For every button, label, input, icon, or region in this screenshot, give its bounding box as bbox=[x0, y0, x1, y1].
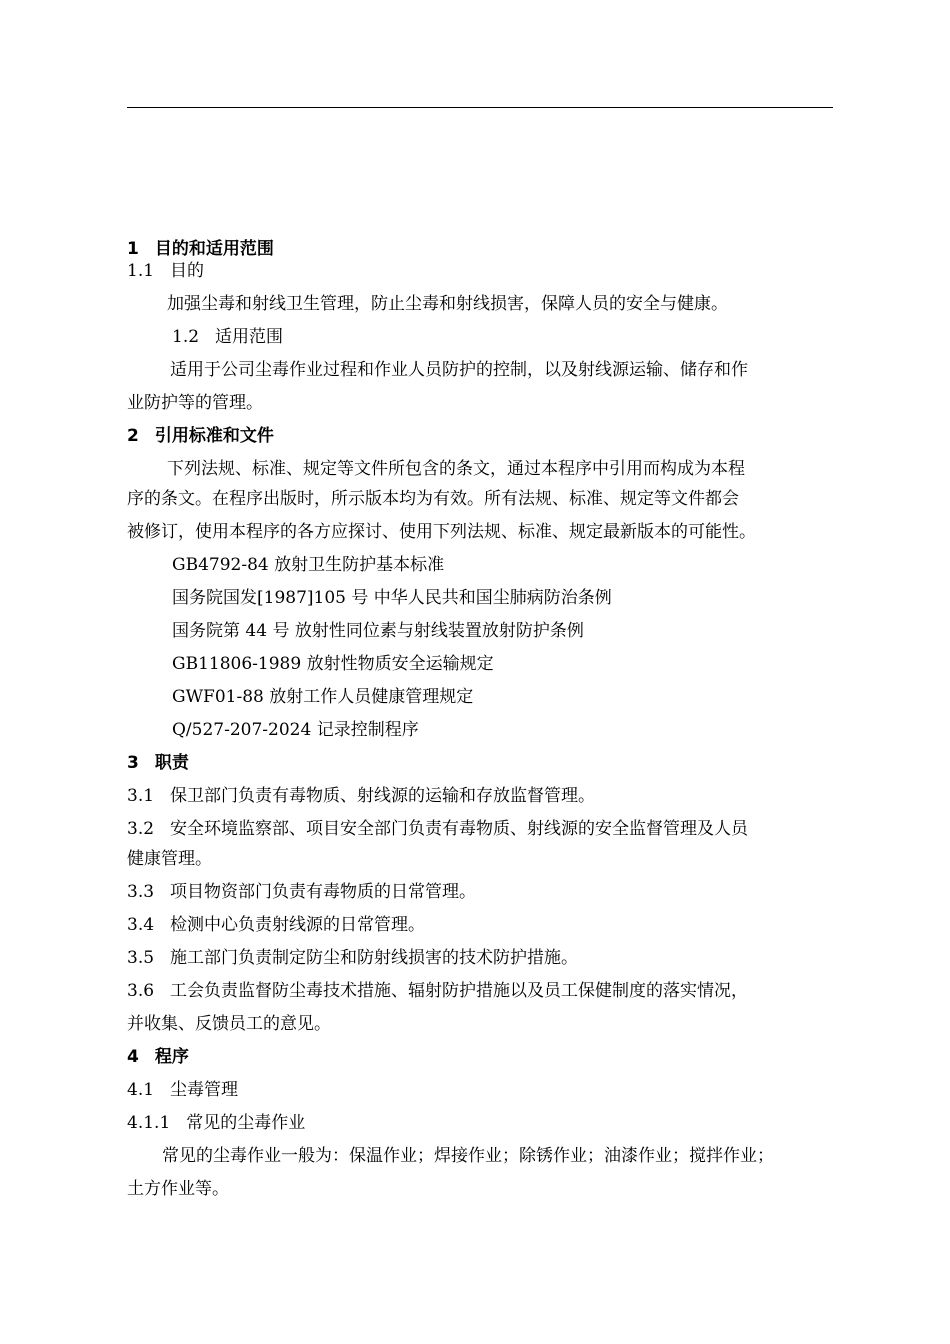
section-title: 目的 bbox=[170, 261, 205, 281]
duty-item bbox=[127, 914, 425, 936]
reference-item: Q/527-207-2024 记录控制程序 bbox=[172, 720, 419, 740]
scope-paragraph-line-2: 业防护等的管理。 bbox=[127, 393, 263, 413]
duty-text: 安全环境监察部、项目安全部门负责有毒物质、射线源的安全监督管理及人员 bbox=[170, 819, 749, 839]
section-title: 目的和适用范围 bbox=[154, 239, 274, 259]
duty-number: 3.3 bbox=[127, 882, 155, 902]
reference-paragraph-line-3: 被修订，使用本程序的各方应探讨、使用下列法规、标准、规定最新版本的可能性。 bbox=[127, 522, 756, 542]
section-number: 4.1 bbox=[127, 1080, 155, 1100]
section-number: 4.1.1 bbox=[127, 1113, 171, 1133]
reference-item: GWF01-88 放射工作人员健康管理规定 bbox=[172, 687, 474, 707]
section-title: 程序 bbox=[154, 1047, 189, 1067]
reference-item: 国务院第 44 号 放射性同位素与射线装置放射防护条例 bbox=[172, 621, 584, 641]
section-number: 2 bbox=[127, 426, 139, 446]
section-4-heading bbox=[127, 1046, 189, 1068]
section-title: 引用标准和文件 bbox=[154, 426, 274, 446]
section-title: 常见的尘毒作业 bbox=[186, 1113, 306, 1133]
duty-item bbox=[127, 980, 748, 1002]
duty-text: 工会负责监督防尘毒技术措施、辐射防护措施以及员工保健制度的落实情况， bbox=[170, 981, 749, 1001]
section-3-heading bbox=[127, 752, 189, 774]
duty-number: 3.6 bbox=[127, 981, 155, 1001]
duty-text: 项目物资部门负责有毒物质的日常管理。 bbox=[170, 882, 477, 902]
duty-continuation: 健康管理。 bbox=[127, 849, 212, 869]
section-title: 适用范围 bbox=[215, 327, 284, 347]
reference-paragraph-line-2: 序的条文。在程序出版时，所示版本均为有效。所有法规、标准、规定等文件都会 bbox=[127, 489, 739, 509]
scope-paragraph-line-1: 适用于公司尘毒作业过程和作业人员防护的控制，以及射线源运输、储存和作 bbox=[170, 360, 748, 380]
duty-text: 保卫部门负责有毒物质、射线源的运输和存放监督管理。 bbox=[170, 786, 596, 806]
section-number: 3 bbox=[127, 753, 139, 773]
section-number: 1.1 bbox=[127, 261, 155, 281]
duty-item bbox=[127, 947, 578, 969]
header-rule bbox=[127, 107, 833, 108]
reference-item: GB11806-1989 放射性物质安全运输规定 bbox=[172, 654, 494, 674]
section-title: 职责 bbox=[154, 753, 189, 773]
section-title: 尘毒管理 bbox=[170, 1080, 239, 1100]
section-4-1-1-heading bbox=[127, 1112, 305, 1134]
dust-paragraph-line-1: 常见的尘毒作业一般为：保温作业；焊接作业；除锈作业；油漆作业；搅拌作业； bbox=[162, 1146, 774, 1166]
section-1-2-heading bbox=[172, 326, 283, 348]
section-4-1-heading bbox=[127, 1079, 238, 1101]
dust-paragraph-line-2: 土方作业等。 bbox=[127, 1179, 229, 1199]
section-2-heading bbox=[127, 425, 274, 447]
section-1-heading bbox=[127, 238, 274, 260]
section-number: 1.2 bbox=[172, 327, 200, 347]
duty-item bbox=[127, 785, 595, 807]
section-1-1-heading bbox=[127, 260, 204, 282]
purpose-paragraph: 加强尘毒和射线卫生管理，防止尘毒和射线损害，保障人员的安全与健康。 bbox=[167, 294, 728, 314]
duty-number: 3.2 bbox=[127, 819, 155, 839]
section-number: 1 bbox=[127, 239, 139, 259]
reference-item: 国务院国发[1987]105 号 中华人民共和国尘肺病防治条例 bbox=[172, 588, 612, 608]
duty-item bbox=[127, 818, 748, 840]
reference-paragraph-line-1: 下列法规、标准、规定等文件所包含的条文，通过本程序中引用而构成为本程 bbox=[167, 459, 745, 479]
section-number: 4 bbox=[127, 1047, 139, 1067]
duty-number: 3.4 bbox=[127, 915, 155, 935]
reference-item: GB4792-84 放射卫生防护基本标准 bbox=[172, 555, 445, 575]
duty-item bbox=[127, 881, 476, 903]
duty-number: 3.5 bbox=[127, 948, 155, 968]
duty-continuation: 并收集、反馈员工的意见。 bbox=[127, 1014, 331, 1034]
duty-text: 施工部门负责制定防尘和防射线损害的技术防护措施。 bbox=[170, 948, 579, 968]
duty-number: 3.1 bbox=[127, 786, 155, 806]
duty-text: 检测中心负责射线源的日常管理。 bbox=[170, 915, 426, 935]
